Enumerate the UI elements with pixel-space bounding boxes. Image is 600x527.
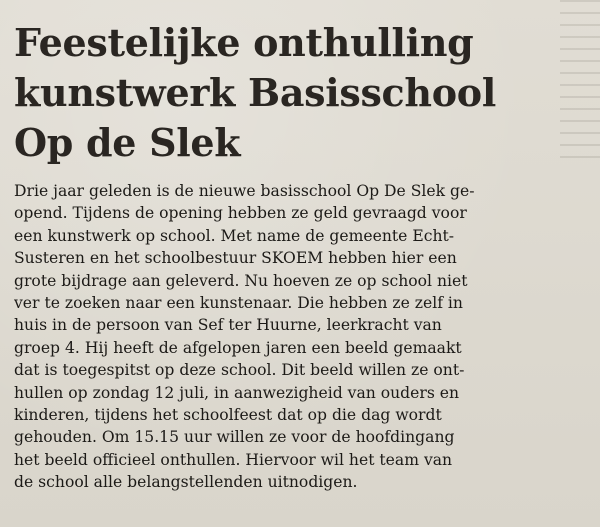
body-line: een kunstwerk op school. Met name de gemeente Echt-	[14, 226, 455, 245]
headline-line: Feestelijke onthulling	[14, 20, 474, 65]
body-line: de school alle belangstellenden uitnodigen.	[14, 473, 358, 492]
body-line: huis in de persoon van Sef ter Huurne, leerkracht van	[14, 316, 442, 335]
headline-line: kunstwerk Basisschool	[14, 70, 496, 115]
body-line: Drie jaar geleden is de nieuwe basisschool Op De Slek ge-	[14, 182, 475, 200]
body-line: grote bijdrage aan geleverd. Nu hoeven ze op school niet	[14, 271, 468, 290]
body-line: groep 4. Hij heeft de afgelopen jaren een beeld gemaakt	[14, 338, 462, 357]
body-line: het beeld officieel onthullen. Hiervoor wil het team van	[14, 450, 453, 469]
article-body	[14, 180, 590, 494]
body-line: hullen op zondag 12 juli, in aanwezigheid van ouders en	[14, 383, 460, 402]
body-line: gehouden. Om 15.15 uur willen ze voor de hoofdingang	[14, 428, 455, 447]
body-line: dat is toegespitst op deze school. Dit beeld willen ze ont-	[14, 361, 465, 380]
article-headline	[14, 18, 574, 168]
body-line: ver te zoeken naar een kunstenaar. Die hebben ze zelf in	[14, 294, 463, 313]
body-line: opend. Tijdens de opening hebben ze geld gevraagd voor	[14, 204, 467, 223]
body-line: kinderen, tijdens het schoolfeest dat op die dag wordt	[14, 406, 442, 425]
headline-line: Op de Slek	[14, 120, 241, 165]
body-line: Susteren en het schoolbestuur SKOEM hebben hier een	[14, 249, 457, 268]
